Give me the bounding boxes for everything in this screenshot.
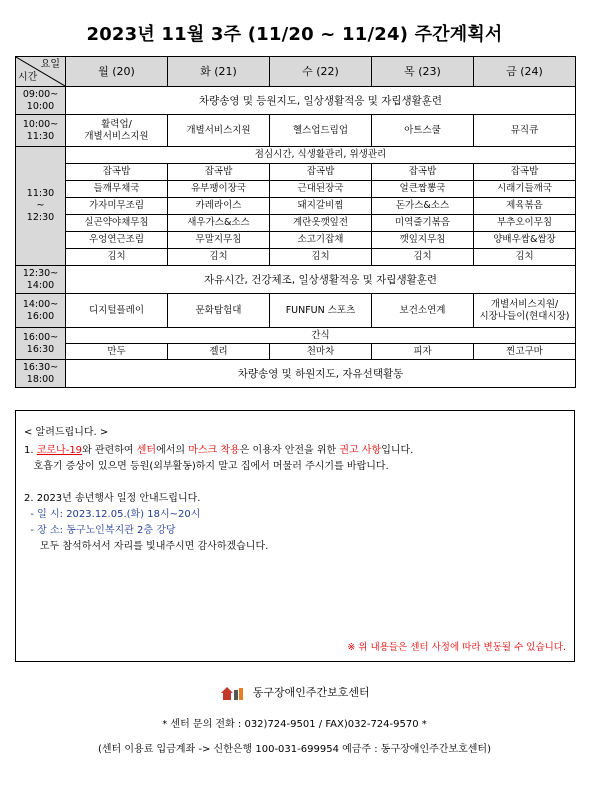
- menu-cell: 김치: [474, 249, 576, 266]
- org-logo-row: [0, 684, 589, 701]
- menu-cell: 잡곡밥: [474, 164, 576, 181]
- notice-1-recommend: 권고 사항: [339, 445, 382, 456]
- activity-cell: 개별서비스지원: [168, 115, 270, 147]
- time-cell: 10:00~ 11:30: [16, 115, 66, 147]
- corner-cell: [16, 57, 66, 87]
- notice-1-text-c: 은 이용자 안전을 위한: [239, 445, 340, 456]
- menu-cell: 양배우쌈&쌈장: [474, 232, 576, 249]
- table-row: [16, 87, 576, 115]
- menu-row: [16, 232, 576, 249]
- notice-item-2-date: - 일 시: 2023.12.05.(화) 18시~20시: [24, 509, 201, 520]
- menu-row: [16, 181, 576, 198]
- menu-cell: 소고기잡채: [270, 232, 372, 249]
- bank-info: (센터 이용료 입금계좌 -> 신한은행 100-031-699954 예금주 : 동구장애인주간보호센터): [98, 744, 491, 755]
- notice-1-mask: 마스크 착용: [188, 445, 240, 456]
- table-row: [16, 360, 576, 388]
- menu-cell: 잡곡밥: [270, 164, 372, 181]
- menu-cell: 실곤약야채무침: [66, 215, 168, 232]
- day-header-thu: 목 (23): [372, 57, 474, 87]
- activity-cell: 디지털플레이: [66, 294, 168, 328]
- activity-cell: FUNFUN 스포츠: [270, 294, 372, 328]
- menu-cell: 김치: [372, 249, 474, 266]
- corner-day-label: 요일: [40, 59, 60, 70]
- activity-cell: 헬스업드림업: [270, 115, 372, 147]
- notice-item-2-line4: 모두 참석하셔서 자리를 빛내주시면 감사하겠습니다.: [24, 541, 269, 552]
- weekly-schedule-table: [15, 56, 576, 388]
- snack-cell: 피자: [372, 344, 474, 360]
- menu-row: [16, 164, 576, 181]
- menu-cell: 부추오이무침: [474, 215, 576, 232]
- menu-cell: 돼지갈비찜: [270, 198, 372, 215]
- menu-cell: 잡곡밥: [168, 164, 270, 181]
- menu-cell: 돈가스&소스: [372, 198, 474, 215]
- snack-header-cell: 간식: [66, 328, 576, 344]
- corner-time-label: 시간: [18, 72, 38, 83]
- notice-1-covid: 코로나-19: [36, 445, 83, 456]
- menu-cell: 무말지무침: [168, 232, 270, 249]
- snack-cell: 젤리: [168, 344, 270, 360]
- time-cell: 09:00~ 10:00: [16, 87, 66, 115]
- activity-cell: 개별서비스지원/ 시장나들이(현대시장): [474, 294, 576, 328]
- day-header-mon: 월 (20): [66, 57, 168, 87]
- menu-row: [16, 249, 576, 266]
- menu-cell: 김치: [270, 249, 372, 266]
- table-row: [16, 328, 576, 344]
- menu-cell: 우엉연근조림: [66, 232, 168, 249]
- notice-item-1-line2: 호흡기 증상이 있으면 등원(외부활동)하지 말고 집에서 머물러 주시기를 바랍니다.: [24, 461, 389, 472]
- menu-cell: 유부팽이장국: [168, 181, 270, 198]
- snack-cell: 찐고구마: [474, 344, 576, 360]
- activity-cell: 문화탐험대: [168, 294, 270, 328]
- menu-cell: 잡곡밥: [66, 164, 168, 181]
- notice-item-1: [24, 443, 413, 459]
- house-logo-icon: [219, 685, 245, 701]
- org-name: 동구장애인주간보호센터: [252, 686, 370, 699]
- menu-cell: 가자미무조림: [66, 198, 168, 215]
- day-header-fri: 금 (24): [474, 57, 576, 87]
- menu-row: [16, 215, 576, 232]
- menu-row: [16, 198, 576, 215]
- menu-cell: 잡곡밥: [372, 164, 474, 181]
- time-cell: 14:00~ 16:00: [16, 294, 66, 328]
- table-row: [16, 294, 576, 328]
- notice-1-text-b: 에서의: [156, 445, 189, 456]
- menu-cell: 김치: [168, 249, 270, 266]
- notice-box: [15, 410, 575, 662]
- table-row: [16, 115, 576, 147]
- menu-cell: 김치: [66, 249, 168, 266]
- table-row: [16, 266, 576, 294]
- activity-cell: 뮤직큐: [474, 115, 576, 147]
- notice-1-text-a: 와 관련하여: [82, 445, 137, 456]
- notice-1-number: 1.: [24, 445, 37, 456]
- menu-cell: 시래기들깨국: [474, 181, 576, 198]
- snack-cell: 천마차: [270, 344, 372, 360]
- snack-row: [16, 344, 576, 360]
- contact-info: * 센터 문의 전화 : 032)724-9501 / FAX)032-724-9570 *: [162, 719, 427, 730]
- activity-cell: 아트스쿨: [372, 115, 474, 147]
- table-header-row: [16, 57, 576, 87]
- menu-cell: 카레라이스: [168, 198, 270, 215]
- menu-cell: 새우가스&소스: [168, 215, 270, 232]
- notice-item-2: 2. 2023년 송년행사 일정 안내드립니다.: [24, 493, 201, 504]
- time-cell: 12:30~ 14:00: [16, 266, 66, 294]
- lunch-header-cell: 점심시간, 식생활관리, 위생관리: [66, 147, 576, 164]
- time-cell: 16:00~ 16:30: [16, 328, 66, 360]
- menu-cell: 제육볶음: [474, 198, 576, 215]
- day-header-wed: 수 (22): [270, 57, 372, 87]
- activity-cell: 보건소연계: [372, 294, 474, 328]
- notice-1-center: 센터: [136, 445, 157, 456]
- notice-item-2-place: - 장 소: 동구노인복지관 2층 강당: [24, 525, 176, 536]
- activity-cell: 차량송영 및 등원지도, 일상생활적응 및 자립생활훈련: [66, 87, 576, 115]
- menu-cell: 깻잎지무침: [372, 232, 474, 249]
- menu-cell: 들깨무채국: [66, 181, 168, 198]
- activity-cell: 차량송영 및 하원지도, 자유선택활동: [66, 360, 576, 388]
- menu-cell: 얼큰짬뽕국: [372, 181, 474, 198]
- page-title: 2023년 11월 3주 (11/20 ~ 11/24) 주간계획서: [86, 24, 503, 45]
- menu-cell: 근대된장국: [270, 181, 372, 198]
- menu-cell: 계란옷깻잎전: [270, 215, 372, 232]
- activity-cell: 자유시간, 건강체조, 일상생활적응 및 자립생활훈련: [66, 266, 576, 294]
- table-row: [16, 147, 576, 164]
- notice-1-text-d: 입니다.: [381, 445, 414, 456]
- time-cell: 11:30 ~ 12:30: [16, 147, 66, 266]
- menu-cell: 미역줄기볶음: [372, 215, 474, 232]
- notice-footnote: ※ 위 내용들은 센터 사정에 따라 변동될 수 있습니다.: [347, 641, 566, 653]
- time-cell: 16:30~ 18:00: [16, 360, 66, 388]
- day-header-tue: 화 (21): [168, 57, 270, 87]
- activity-cell: 활력업/ 개별서비스지원: [66, 115, 168, 147]
- notice-heading: < 알려드립니다. >: [24, 427, 109, 438]
- snack-cell: 만두: [66, 344, 168, 360]
